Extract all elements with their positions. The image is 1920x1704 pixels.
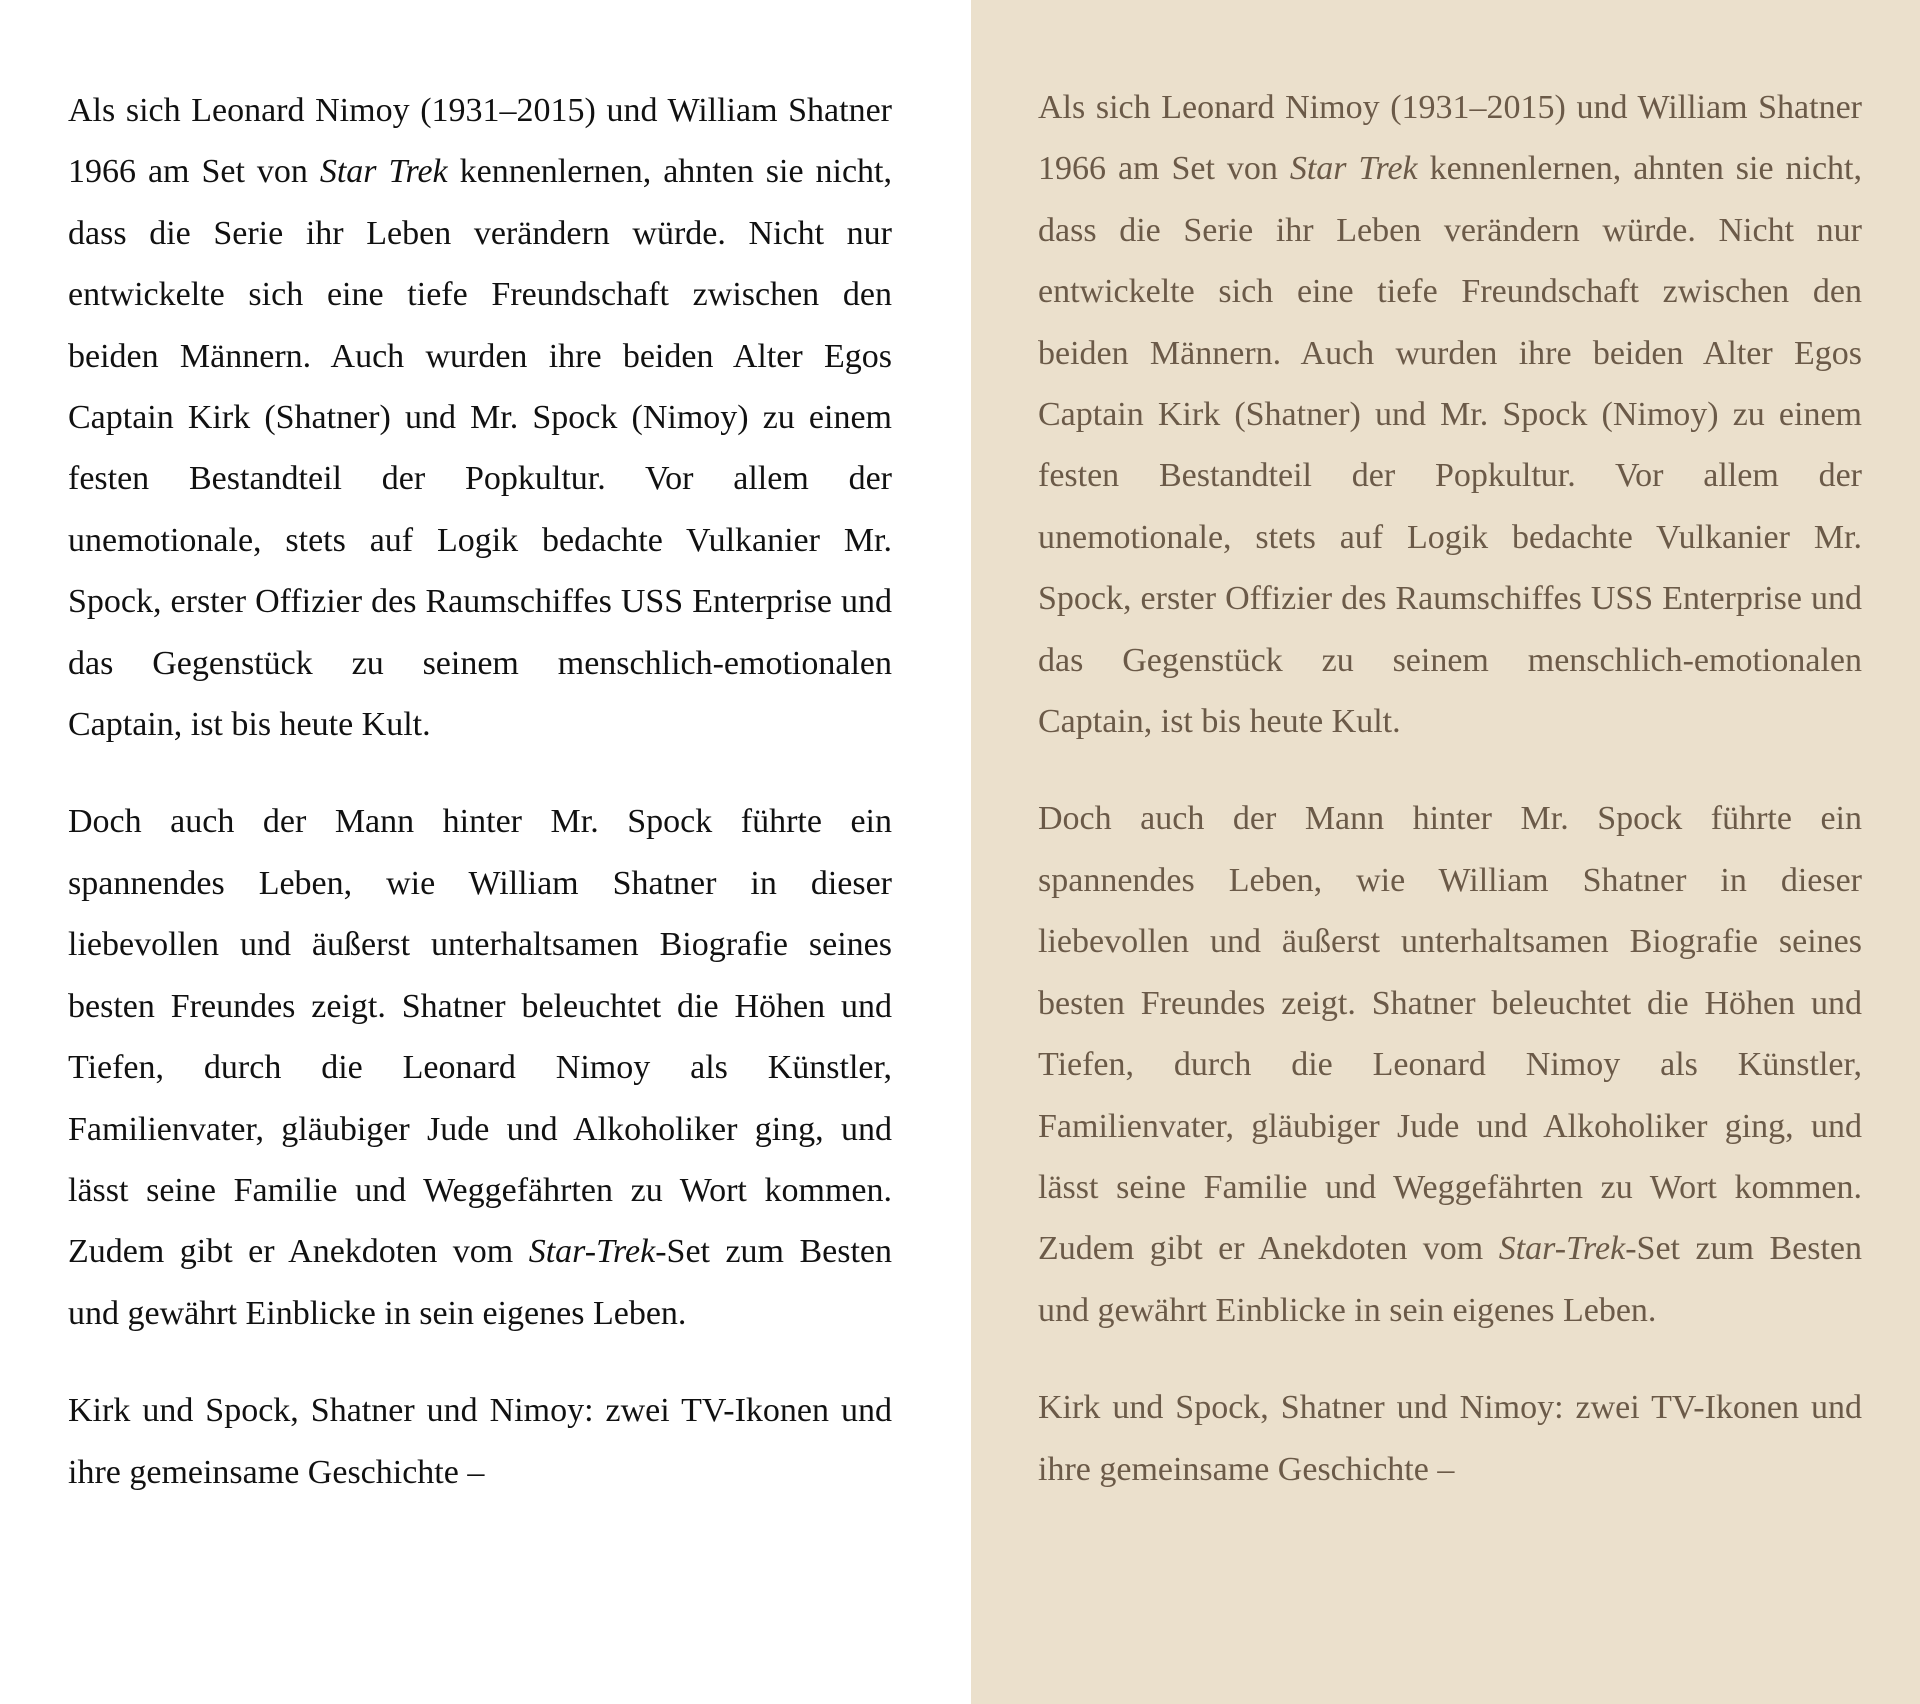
paragraph-text: Kirk und Spock, Shatner und Nimoy: zwei TV-Ikonen und ihre gemeinsame Geschichte – (68, 1392, 892, 1491)
paragraph (68, 1380, 892, 1503)
italic-title-text: Star Trek (319, 153, 448, 191)
reader-page-sepia (971, 0, 1920, 1704)
paragraph (68, 791, 892, 1344)
paragraph-text: -Set zum Besten und gewährt Einblicke in sein eigenes Leben. (1038, 1230, 1862, 1329)
paragraph-text: Kirk und Spock, Shatner und Nimoy: zwei TV-Ikonen und ihre gemeinsame Geschichte – (1038, 1389, 1862, 1488)
paragraph-text: -Set zum Besten und gewährt Einblicke in sein eigenes Leben. (68, 1233, 892, 1332)
paragraph-text: kennenlernen, ahnten sie nicht, dass die Serie ihr Leben verändern würde. Nicht nur entwickelte sich eine tiefe Freundschaft zwischen den beiden Männern. Auch wurden ihre beiden Alter Egos Captain Kirk (Shatner) und Mr. Spock (Nimoy) zu einem festen Bestandteil der Popkultur. Vor allem der unemotionale, stets auf Logik bedachte Vulkanier Mr. Spock, erster Offizier des Raumschiffes USS Enterprise und das Gegenstück zu seinem menschlich-emotionalen Captain, ist bis heute Kult. (1038, 150, 1863, 741)
italic-title-text: Star Trek (1289, 150, 1418, 188)
paragraph (1038, 1377, 1862, 1500)
paragraph-text: Als sich Leonard Nimoy (1931–2015) und William Shatner 1966 am Set von (68, 92, 892, 191)
italic-title-text: Star-Trek (528, 1233, 656, 1271)
paragraph (1038, 77, 1862, 752)
paragraph (68, 80, 892, 755)
paragraph-text: Doch auch der Mann hinter Mr. Spock führte ein spannendes Leben, wie William Shatner in dieser liebevollen und äußerst unterhaltsamen Biografie seines besten Freundes zeigt. Shatner beleuchtet die Höhen und Tiefen, durch die Leonard Nimoy als Künstler, Familienvater, gläubiger Jude und Alkoholiker ging, und lässt seine Familie und Weggefährten zu Wort kommen. Zudem gibt er Anekdoten vom (68, 803, 892, 1271)
paragraph-text: Als sich Leonard Nimoy (1931–2015) und William Shatner 1966 am Set von (1038, 89, 1862, 188)
page-text (68, 80, 892, 1503)
italic-title-text: Star-Trek (1498, 1230, 1626, 1268)
paragraph (1038, 788, 1862, 1341)
paragraph-text: kennenlernen, ahnten sie nicht, dass die Serie ihr Leben verändern würde. Nicht nur entwickelte sich eine tiefe Freundschaft zwischen den beiden Männern. Auch wurden ihre beiden Alter Egos Captain Kirk (Shatner) und Mr. Spock (Nimoy) zu einem festen Bestandteil der Popkultur. Vor allem der unemotionale, stets auf Logik bedachte Vulkanier Mr. Spock, erster Offizier des Raumschiffes USS Enterprise und das Gegenstück zu seinem menschlich-emotionalen Captain, ist bis heute Kult. (68, 153, 893, 744)
paragraph-text: Doch auch der Mann hinter Mr. Spock führte ein spannendes Leben, wie William Shatner in dieser liebevollen und äußerst unterhaltsamen Biografie seines besten Freundes zeigt. Shatner beleuchtet die Höhen und Tiefen, durch die Leonard Nimoy als Künstler, Familienvater, gläubiger Jude und Alkoholiker ging, und lässt seine Familie und Weggefährten zu Wort kommen. Zudem gibt er Anekdoten vom (1038, 800, 1862, 1268)
page-text (1038, 77, 1862, 1500)
